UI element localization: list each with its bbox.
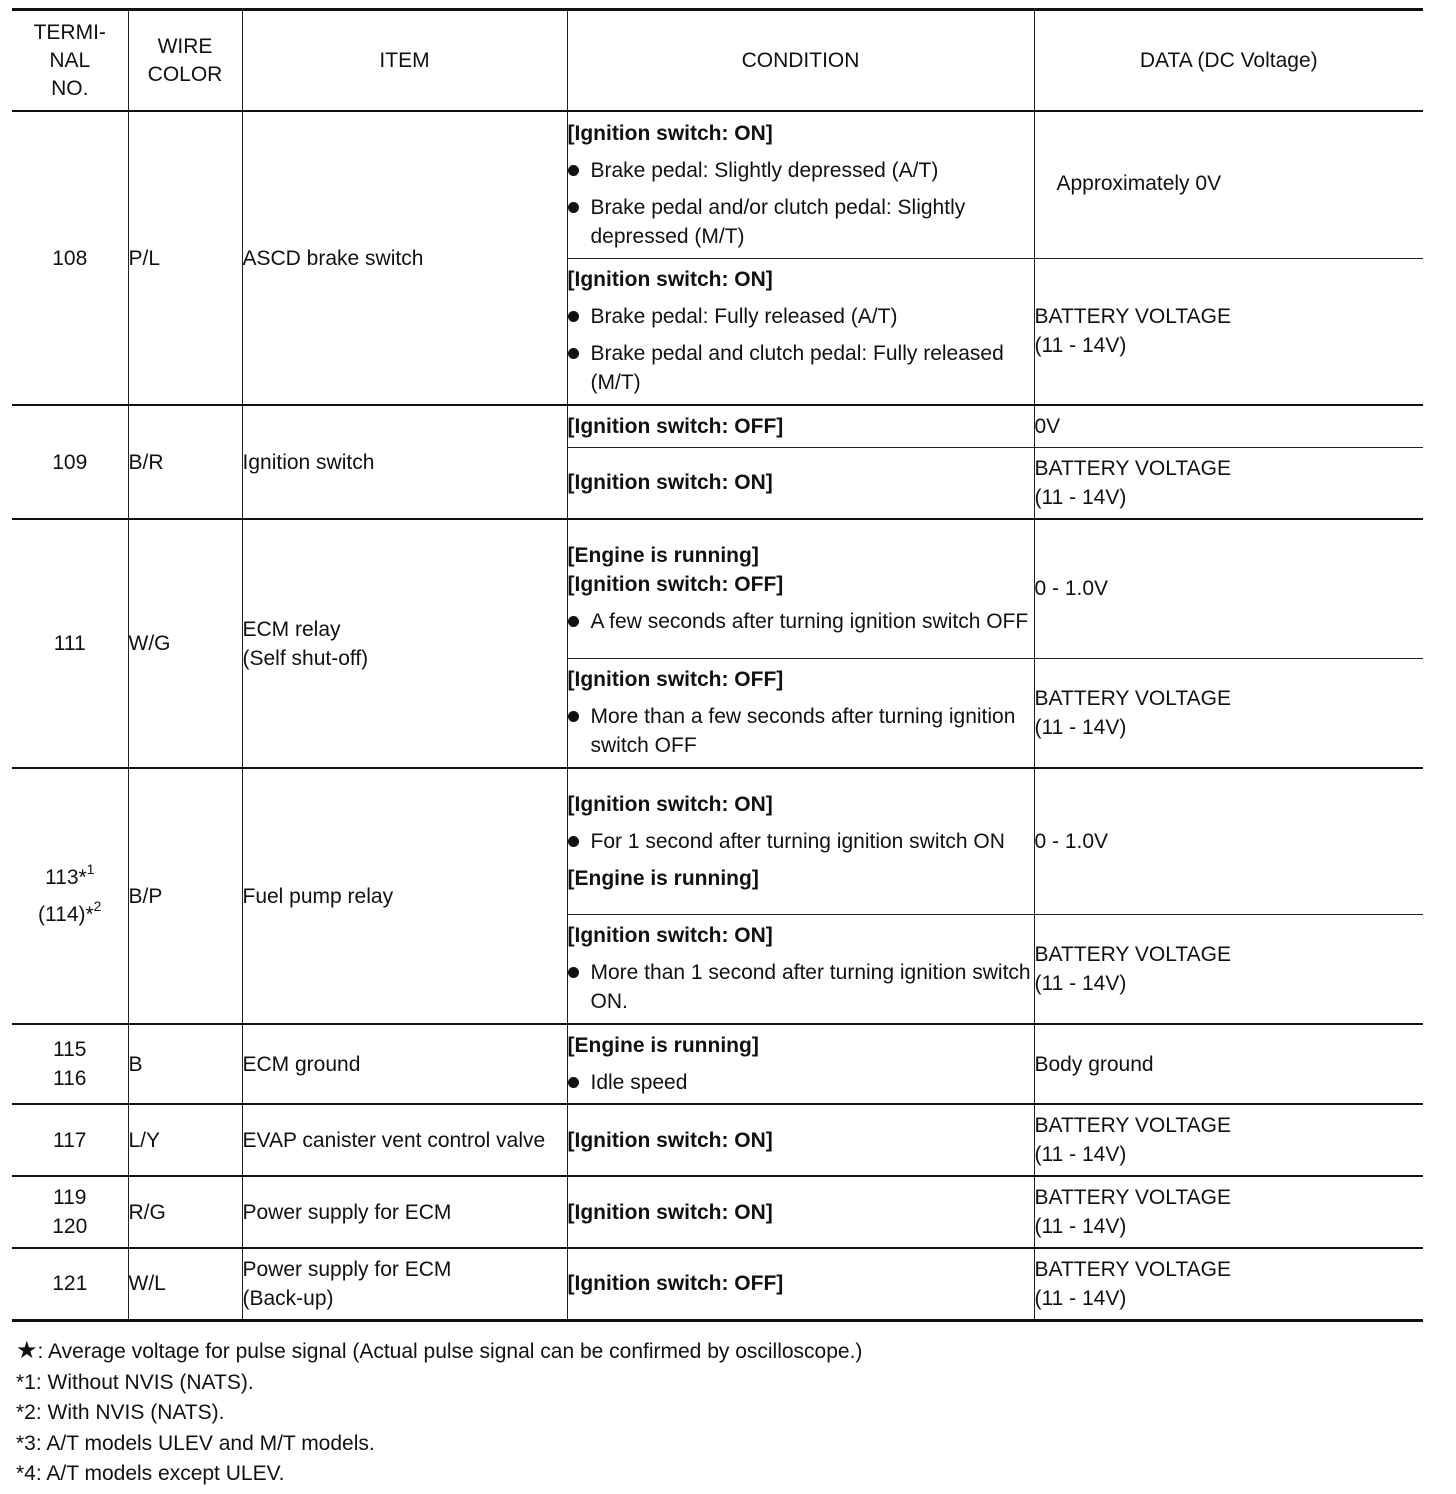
condition-bullet: [568, 958, 1034, 1016]
condition-heading: [Ignition switch: ON]: [567, 924, 773, 948]
condition-heading: [Ignition switch: OFF]: [567, 668, 784, 692]
condition-heading: [Engine is running]: [567, 544, 759, 568]
item-cell: Fuel pump relay: [242, 768, 567, 1024]
bullet-text: More than 1 second after turning ignition switch ON.: [590, 961, 1031, 1014]
bullet-icon: [568, 616, 579, 627]
table-row: [12, 1248, 1423, 1320]
bullet-icon: [568, 348, 579, 359]
bullet-text: Brake pedal: Slightly depressed (A/T): [590, 158, 939, 182]
terminal-primary: 113*$^1$: [45, 861, 95, 889]
data-cell: BATTERY VOLTAGE (11 - 14V): [1034, 1248, 1423, 1320]
star-icon: ★: [16, 1337, 38, 1364]
condition-heading: [Ignition switch: ON]: [567, 1200, 773, 1224]
condition-cell: [567, 658, 1034, 768]
condition-bullet: [568, 1068, 1034, 1097]
condition-heading: [Ignition switch: OFF]: [567, 1272, 784, 1296]
wire-color-cell: P/L: [128, 111, 242, 405]
condition-cell: [567, 1024, 1034, 1104]
terminal-table: [12, 8, 1423, 1322]
terminal-cell: 121: [12, 1248, 128, 1320]
condition-bullet: [568, 156, 1034, 185]
condition-heading: [Ignition switch: ON]: [567, 471, 773, 495]
wire-color-cell: B/R: [128, 405, 242, 519]
condition-heading: [Ignition switch: ON]: [567, 792, 773, 816]
footnote-4: *4: A/T models except ULEV.: [16, 1462, 285, 1485]
header-data: DATA (DC Voltage): [1034, 10, 1423, 112]
condition-cell: [567, 447, 1034, 519]
table-row: [12, 1176, 1423, 1248]
wire-color-cell: R/G: [128, 1176, 242, 1248]
header-row: [12, 10, 1423, 112]
data-cell: BATTERY VOLTAGE (11 - 14V): [1034, 1104, 1423, 1176]
bullet-text: A few seconds after turning ignition switch OFF: [590, 610, 1029, 634]
wire-color-cell: B: [128, 1024, 242, 1104]
bullet-icon: [568, 836, 579, 847]
terminal-cell: 109: [12, 405, 128, 519]
bullet-text: Brake pedal and clutch pedal: Fully released (M/T): [590, 342, 1004, 395]
terminal-cell: 117: [12, 1104, 128, 1176]
header-wire-color: WIRE COLOR: [128, 10, 242, 112]
terminal-cell: 119 120: [12, 1176, 128, 1248]
wire-color-cell: L/Y: [128, 1104, 242, 1176]
wire-color-cell: W/G: [128, 519, 242, 768]
condition-heading: [Ignition switch: ON]: [567, 121, 773, 145]
condition-cell: [567, 768, 1034, 914]
item-cell: Power supply for ECM: [242, 1176, 567, 1248]
condition-cell: [567, 914, 1034, 1024]
terminal-cell: 115 116: [12, 1024, 128, 1104]
terminal-cell: [12, 768, 128, 1024]
header-item: ITEM: [242, 10, 567, 112]
data-cell: 0 - 1.0V: [1034, 768, 1423, 914]
bullet-icon: [568, 711, 579, 722]
condition-heading: [Ignition switch: ON]: [567, 268, 773, 292]
data-cell: BATTERY VOLTAGE (11 - 14V): [1034, 1176, 1423, 1248]
condition-cell: [567, 258, 1034, 405]
bullet-icon: [568, 1077, 579, 1088]
bullet-text: Brake pedal and/or clutch pedal: Slightly depressed (M/T): [590, 195, 966, 248]
condition-heading: [Ignition switch: OFF]: [567, 414, 784, 438]
table-row: [12, 1024, 1423, 1104]
item-cell: EVAP canister vent control valve: [242, 1104, 567, 1176]
footnote-1: *1: Without NVIS (NATS).: [16, 1370, 254, 1394]
item-cell: Ignition switch: [242, 405, 567, 519]
condition-heading: [Ignition switch: ON]: [567, 1128, 773, 1152]
condition-cell: [567, 519, 1034, 658]
bullet-icon: [568, 967, 579, 978]
table-row: [12, 1104, 1423, 1176]
condition-heading: [Engine is running]: [567, 866, 759, 890]
condition-cell: [567, 405, 1034, 447]
data-cell: BATTERY VOLTAGE (11 - 14V): [1034, 658, 1423, 768]
terminal-secondary: (114)*$^2$: [38, 898, 102, 926]
wire-color-cell: W/L: [128, 1248, 242, 1320]
data-cell: BATTERY VOLTAGE (11 - 14V): [1034, 258, 1423, 405]
condition-bullet: [568, 302, 1034, 331]
bullet-icon: [568, 311, 579, 322]
wire-color-cell: B/P: [128, 768, 242, 1024]
bullet-icon: [568, 165, 579, 176]
footnote-star: ★: Average voltage for pulse signal (Actual pulse signal can be confirmed by oscilloscope.): [16, 1337, 863, 1364]
bullet-text: Brake pedal: Fully released (A/T): [590, 305, 898, 329]
terminal-cell: 111: [12, 519, 128, 768]
condition-cell: [567, 1176, 1034, 1248]
condition-cell: [567, 111, 1034, 258]
bullet-icon: [568, 202, 579, 213]
header-terminal: TERMI- NAL NO.: [12, 10, 128, 112]
condition-bullet: [568, 193, 1034, 251]
bullet-text: Idle speed: [590, 1071, 688, 1094]
condition-bullet: [568, 607, 1034, 636]
condition-bullet: [568, 339, 1034, 397]
data-cell: 0V: [1034, 405, 1423, 447]
condition-heading: [Engine is running]: [567, 1034, 759, 1057]
footnotes: [16, 1336, 862, 1490]
data-cell: Body ground: [1034, 1024, 1423, 1104]
item-cell: ASCD brake switch: [242, 111, 567, 405]
table-row: [12, 111, 1423, 258]
terminal-cell: 108: [12, 111, 128, 405]
item-cell: Power supply for ECM (Back-up): [242, 1248, 567, 1320]
data-cell: 0 - 1.0V: [1034, 519, 1423, 658]
data-cell: BATTERY VOLTAGE (11 - 14V): [1034, 914, 1423, 1024]
condition-cell: [567, 1248, 1034, 1320]
condition-cell: [567, 1104, 1034, 1176]
data-cell: Approximately 0V: [1034, 111, 1423, 258]
condition-heading: [Ignition switch: OFF]: [567, 573, 784, 597]
data-cell: BATTERY VOLTAGE (11 - 14V): [1034, 447, 1423, 519]
table-row: [12, 768, 1423, 914]
table-row: [12, 519, 1423, 658]
bullet-text: More than a few seconds after turning ignition switch OFF: [590, 705, 1016, 758]
footnote-2: *2: With NVIS (NATS).: [16, 1401, 225, 1424]
table-row: [12, 405, 1423, 447]
header-condition: CONDITION: [567, 10, 1034, 112]
item-cell: ECM ground: [242, 1024, 567, 1104]
condition-bullet: [568, 827, 1034, 856]
condition-bullet: [568, 702, 1034, 760]
item-cell: ECM relay (Self shut-off): [242, 519, 567, 768]
bullet-text: For 1 second after turning ignition switch ON: [590, 829, 1005, 853]
footnote-3: *3: A/T models ULEV and M/T models.: [16, 1431, 375, 1455]
